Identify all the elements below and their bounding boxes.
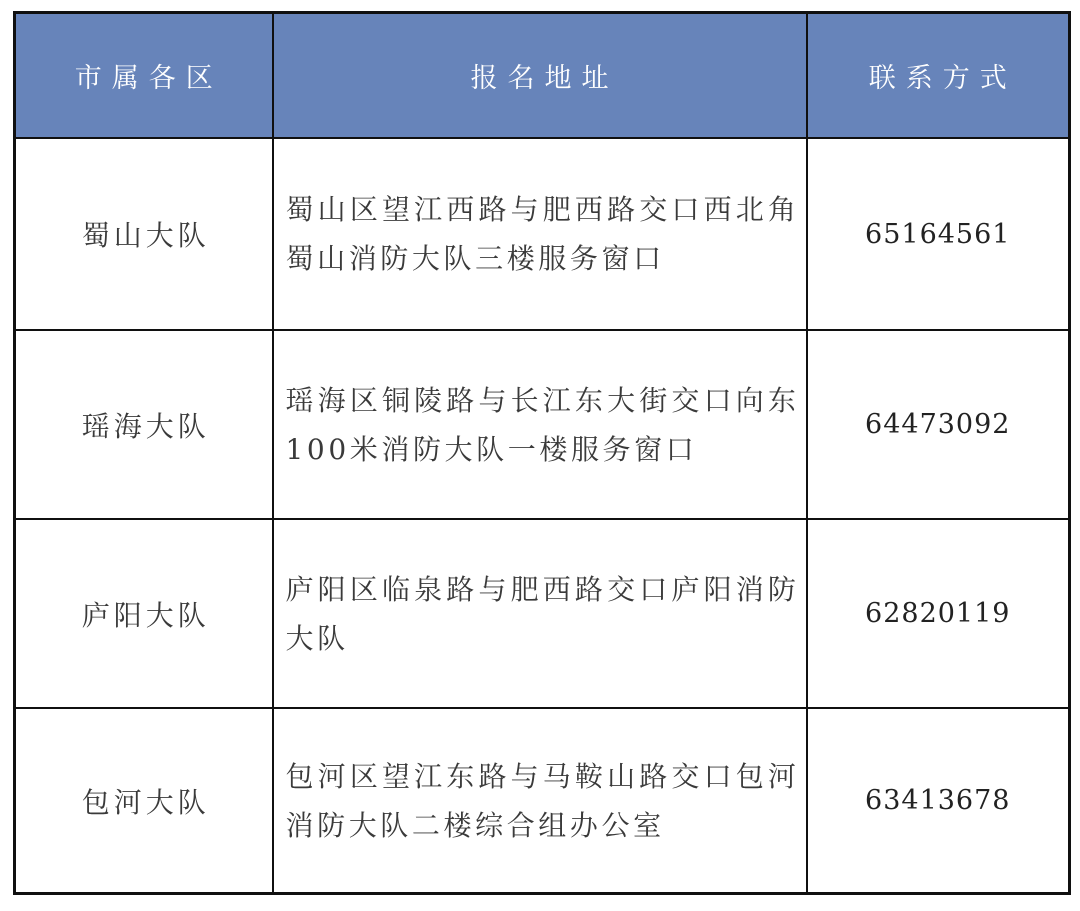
table-header-row [15,13,1070,139]
header-cell-address: 报名地址 [273,13,807,139]
registration-address: 包河区望江东路与马鞍山路交口包河消防大队二楼综合组办公室 [273,708,807,894]
registration-address: 蜀山区望江西路与肥西路交口西北角蜀山消防大队三楼服务窗口 [273,138,807,330]
header-cell-district: 市属各区 [15,13,273,139]
table-row [15,708,1070,894]
district-name: 庐阳大队 [15,519,273,708]
table-row [15,519,1070,708]
contact-number: 63413678 [807,708,1070,894]
registration-address: 瑶海区铜陵路与长江东大街交口向东100米消防大队一楼服务窗口 [273,330,807,519]
registration-table-container [13,11,1071,895]
district-name: 瑶海大队 [15,330,273,519]
registration-table [13,11,1071,895]
table-row [15,138,1070,330]
contact-number: 62820119 [807,519,1070,708]
header-cell-contact: 联系方式 [807,13,1070,139]
registration-address: 庐阳区临泉路与肥西路交口庐阳消防大队 [273,519,807,708]
district-name: 蜀山大队 [15,138,273,330]
district-name: 包河大队 [15,708,273,894]
contact-number: 64473092 [807,330,1070,519]
table-row [15,330,1070,519]
contact-number: 65164561 [807,138,1070,330]
